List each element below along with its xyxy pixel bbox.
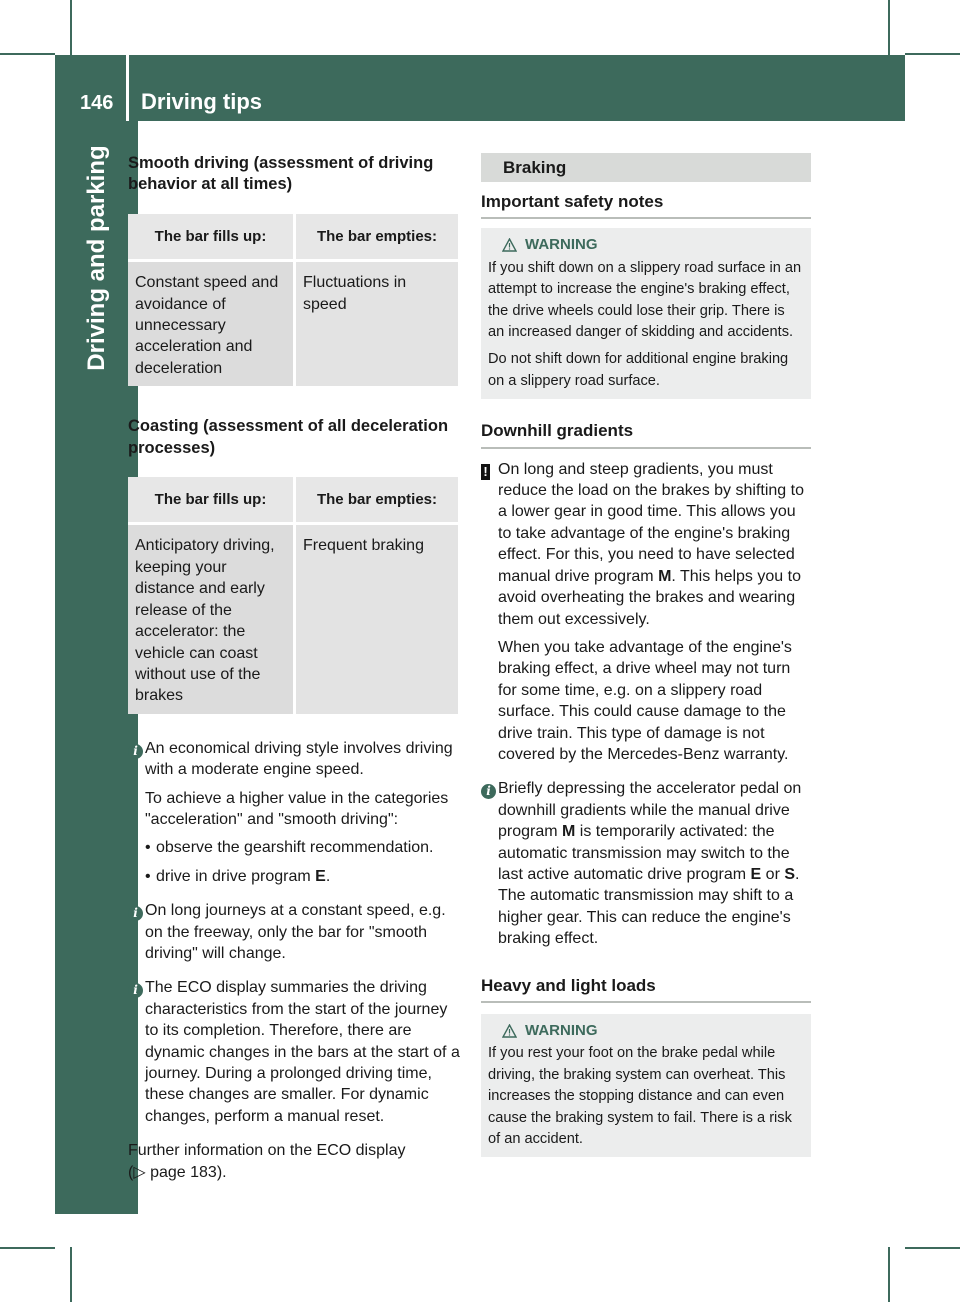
downhill-heading: Downhill gradients xyxy=(481,420,811,448)
info-icon: i xyxy=(128,906,143,921)
table-header: The bar empties: xyxy=(293,477,458,525)
left-column xyxy=(128,153,460,1183)
list-item xyxy=(145,837,460,858)
coasting-table xyxy=(128,477,458,714)
info-icon: i xyxy=(128,744,143,759)
crop-mark xyxy=(70,1247,72,1302)
section-title-bar: Braking xyxy=(481,153,811,182)
crop-mark xyxy=(0,53,55,55)
drive-program-label: M xyxy=(562,823,576,841)
running-title: Driving tips xyxy=(141,89,263,114)
info-note xyxy=(481,778,811,956)
table-cell: Anticipatory driving, keeping your distance and early release of the accelerator: the vehicle can coast without use of the brakes xyxy=(128,525,293,713)
warning-box xyxy=(481,1014,811,1157)
note-text: An economical driving style involves driving with a moderate engine speed. xyxy=(145,739,453,779)
bullet-icon: • xyxy=(145,867,151,885)
list-item-text: drive in drive program xyxy=(156,867,316,885)
table-cell: Fluctuations in speed xyxy=(293,262,458,386)
coasting-heading: Coasting (assessment of all deceleration processes) xyxy=(128,417,449,457)
drive-program-label: M xyxy=(658,567,672,585)
page-number: 146 xyxy=(80,92,114,114)
info-icon: i xyxy=(128,983,143,998)
page-reference-link[interactable]: (▷ page 183). xyxy=(128,1163,227,1181)
table-cell: Constant speed and avoidance of unnecessary acceleration and deceleration xyxy=(128,262,293,386)
table-header: The bar fills up: xyxy=(128,214,293,262)
crop-mark xyxy=(888,0,890,55)
drive-program-label: E xyxy=(750,865,762,883)
crop-mark xyxy=(0,1247,55,1249)
further-info-text: Further information on the ECO display xyxy=(128,1142,406,1160)
exclamation-icon: ! xyxy=(481,464,490,480)
warning-label: WARNING xyxy=(525,236,598,254)
right-column xyxy=(481,153,811,1157)
smooth-driving-table xyxy=(128,214,458,386)
loads-heading: Heavy and light loads xyxy=(481,975,811,1003)
caution-note xyxy=(481,459,811,773)
crop-mark xyxy=(905,53,960,55)
warning-label: WARNING xyxy=(525,1022,598,1039)
crop-mark xyxy=(905,1247,960,1249)
warning-title xyxy=(488,1020,804,1041)
warning-text: If you rest your foot on the brake pedal while driving, the braking system can overheat. This increases the stopping distance and can even cause the braking system to fail. There is a risk of an accident. xyxy=(488,1045,792,1148)
chapter-label: Driving and parking xyxy=(83,145,110,371)
warning-box xyxy=(481,228,811,399)
list-item-text: . xyxy=(325,867,331,885)
info-icon: i xyxy=(481,784,496,799)
smooth-driving-heading: Smooth driving (assessment of driving behavior at all times) xyxy=(128,154,434,194)
header-separator xyxy=(126,55,129,121)
table-header: The bar fills up: xyxy=(128,477,293,525)
note-text: On long journeys at a constant speed, e.g. on the freeway, only the bar for "smooth driving" will change. xyxy=(145,902,446,962)
drive-program-label: E xyxy=(315,867,326,885)
note-text: On long and steep gradients, you must reduce the load on the brakes by shifting to a lower gear in good time. This allows you to take advantage of the engine's braking effect. For this, you need to have selected manual drive program M. This helps you to avoid overheating the brakes and wearing them out excessively. xyxy=(498,460,804,628)
table-header: The bar empties: xyxy=(293,214,458,262)
warning-text: If you shift down on a slippery road surface in an attempt to increase the engine's braking effect, the drive wheels could lose their grip. There is an increased danger of skidding and accidents. xyxy=(488,259,802,341)
warning-triangle-icon xyxy=(502,238,517,252)
note-text: Briefly depressing the accelerator pedal on downhill gradients while the manual drive program M is temporarily activated: the automatic transmission may switch to the last active automatic drive program E or S. The automatic transmission may shift to a higher gear. This can reduce the engine's braking effect. xyxy=(498,780,802,948)
warning-text: Do not shift down for additional engine braking on a slippery road surface. xyxy=(488,351,789,389)
bullet-icon: • xyxy=(145,839,151,857)
info-note xyxy=(128,738,460,894)
further-info xyxy=(128,1140,460,1183)
crop-mark xyxy=(70,0,72,55)
safety-notes-heading: Important safety notes xyxy=(481,191,811,219)
crop-mark xyxy=(888,1247,890,1302)
list-item xyxy=(145,866,460,887)
note-text: The ECO display summaries the driving characteristics from the start of the journey to its completion. Therefore, there are dynamic changes in the bars at the start of a journey. During a prolonged driving time, these changes are smaller. For dynamic changes, perform a manual reset. xyxy=(145,979,460,1125)
warning-triangle-icon xyxy=(502,1024,517,1038)
warning-title xyxy=(488,234,804,255)
table-cell: Frequent braking xyxy=(293,525,458,713)
list-item-text: observe the gearshift recommendation. xyxy=(156,839,434,857)
info-note xyxy=(128,977,460,1134)
note-text: When you take advantage of the engine's braking effect, a drive wheel may not turn for some time, e.g. on a slippery road surface. This could cause damage to the drive train. This type of damage is not covered by the Mercedes-Benz warranty. xyxy=(498,638,792,763)
info-note xyxy=(128,900,460,971)
note-text: To achieve a higher value in the categories "acceleration" and "smooth driving": xyxy=(145,789,449,828)
drive-program-label: S xyxy=(784,865,796,883)
